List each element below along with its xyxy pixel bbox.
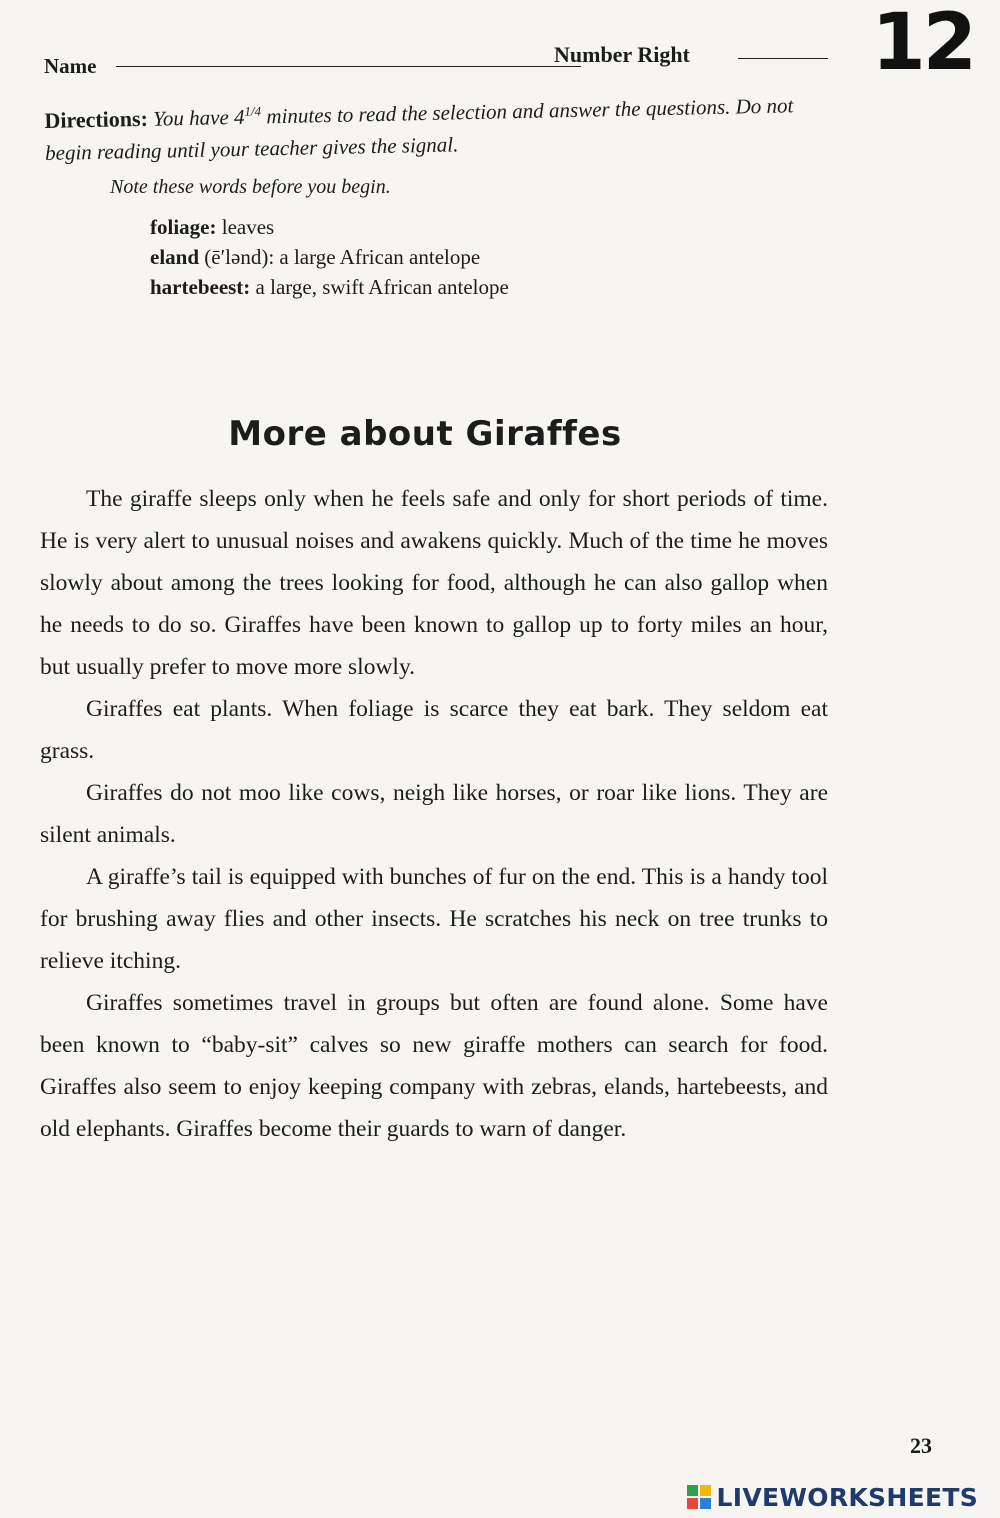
glossary-term: eland bbox=[150, 245, 200, 269]
story-paragraph: Giraffes sometimes travel in groups but often are found alone. Some have been known to “baby-sit” calves so new giraffe mothers can search for food. Giraffes also seem to enjoy keeping company with zebras, elands, hartebeests, and old elephants. Giraffes become their guards to warn of danger. bbox=[40, 990, 828, 1142]
directions bbox=[44, 83, 835, 169]
number-right-line bbox=[738, 58, 828, 59]
glossary-item bbox=[150, 272, 509, 302]
story-paragraph: A giraffe’s tail is equipped with bunches of fur on the end. This is a handy tool for brushing away flies and other insects. He scratches his neck on tree trunks to relieve itching. bbox=[40, 864, 828, 974]
story-paragraph: Giraffes eat plants. When foliage is scarce they eat bark. They seldom eat grass. bbox=[40, 696, 828, 764]
number-right-label: Number Right bbox=[554, 42, 690, 67]
glossary-definition: leaves bbox=[221, 215, 275, 239]
name-line bbox=[116, 66, 581, 67]
glossary-term: foliage: bbox=[150, 215, 217, 239]
directions-text-end: minutes to read the selection and answer the questions. Do not begin reading until your teacher gives the signal. bbox=[44, 93, 794, 165]
page-number: 23 bbox=[910, 1433, 932, 1458]
glossary-item bbox=[150, 212, 509, 242]
name-label: Name bbox=[44, 54, 97, 78]
glossary-definition: a large, swift African antelope bbox=[255, 275, 509, 299]
directions-text-start: You have 4 bbox=[152, 104, 245, 131]
glossary-item bbox=[150, 242, 509, 272]
glossary-term: hartebeest: bbox=[150, 275, 251, 299]
glossary-definition: a large African antelope bbox=[279, 245, 481, 269]
directions-label: Directions: bbox=[44, 105, 149, 133]
lesson-number: 12 bbox=[871, 0, 974, 88]
glossary-pronunciation: (ē′lənd): bbox=[204, 245, 275, 269]
liveworksheets-logo-icon bbox=[687, 1485, 711, 1509]
story-paragraph: The giraffe sleeps only when he feels safe and only for short periods of time. He is very alert to unusual noises and awakens quickly. Much of the time he moves slowly about among the trees looking for food, although he can also gallop when he needs to do so. Giraffes have been known to gallop up to forty miles an hour, but usually prefer to move more slowly. bbox=[40, 486, 828, 680]
glossary bbox=[150, 212, 509, 302]
liveworksheets-watermark bbox=[687, 1482, 978, 1512]
story-title: More about Giraffes bbox=[228, 414, 622, 454]
liveworksheets-wordmark: LIVEWORKSHEETS bbox=[716, 1482, 978, 1512]
story-paragraph: Giraffes do not moo like cows, neigh like horses, or roar like lions. They are silent animals. bbox=[40, 780, 828, 848]
directions-fraction: 1/4 bbox=[244, 103, 262, 119]
story-body bbox=[40, 478, 828, 1150]
note-text: Note these words before you begin. bbox=[110, 176, 391, 198]
name-row bbox=[44, 42, 834, 76]
